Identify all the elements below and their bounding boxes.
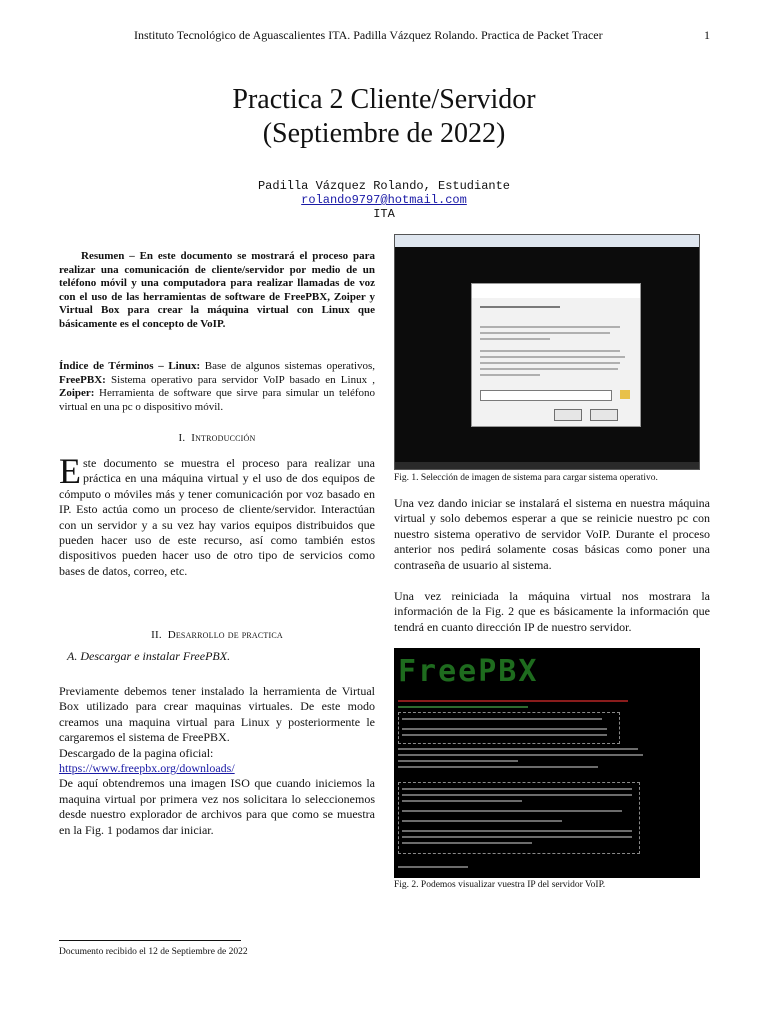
paragraph: Previamente debemos tener instalado la herramienta de Virtual Box utilizado para crear maquinas virtuales. De este modo creamos una maquina virtual para Linux y posteriormente le cargaremos el sistema de FreePBX. (59, 684, 375, 745)
footnote: Documento recibido el 12 de Septiembre de 2022 (59, 947, 248, 957)
freepbx-logo: FreePBX (398, 654, 539, 689)
intro-paragraph (59, 451, 375, 579)
page-number: 1 (704, 28, 710, 42)
term-freepbx: FreePBX: (59, 373, 106, 386)
author-name: Padilla Vázquez Rolando, Estudiante (257, 179, 511, 193)
author-block (0, 179, 768, 221)
section-heading-intro (59, 431, 375, 446)
right-paragraph-1: Una vez dando iniciar se instalará el sistema en nuestra máquina virtual y solo debemos esperar a que se reinicie nuestro pc con nuestro sistema operativo de servidor VoIP. Durante el proceso anterior nos pedirá solamente cosas básicas como poner una contraseña de usuario al sistema. (394, 496, 710, 572)
section-numeral: I. (178, 432, 186, 444)
subsection-heading: A. Descargar e instalar FreePBX. (67, 649, 231, 663)
figure-1-screenshot (394, 234, 700, 470)
abstract: Resumen – En este documento se mostrará el proceso para realizar una comunicación de cliente/servidor por medio de un teléfono móvil y una computadora para realizar llamadas de voz con el uso de las herramientas de software de FreePBX, Zoiper y Virtual Box para crear la máquina virtual con Linux que básicamente es el concepto de VoIP. (59, 250, 375, 330)
paragraph: Descargado de la pagina oficial: (59, 745, 214, 760)
author-email-link[interactable]: rolando9797@hotmail.com (301, 193, 467, 207)
start-button (554, 409, 582, 421)
section-title: Introducción (191, 432, 256, 444)
section-title: Desarrollo de practica (167, 629, 283, 641)
term-linux-def: Base de algunos sistemas operativos, (204, 360, 376, 372)
freepbx-download-link[interactable]: https://www.freepbx.org/downloads/ (59, 761, 235, 776)
paper-title (0, 83, 768, 151)
index-terms (59, 360, 375, 414)
title-line-2: (Septiembre de 2022) (262, 118, 506, 149)
vm-info-bar (395, 235, 699, 247)
drop-cap: E (59, 451, 81, 491)
figure-1-caption: Fig. 1. Selección de imagen de sistema para cargar sistema operativo. (394, 473, 658, 483)
paragraph: De aquí obtendremos una imagen ISO que cuando iniciemos la maquina virtual por primera vez nos solicitara lo seleccionemos desde nuestro explorador de archivos para que como se muestra en la Fig. 1 podamos dar iniciar. (59, 776, 375, 837)
right-paragraph-2: Una vez reiniciada la máquina virtual nos mostrara la información de la Fig. 2 que es básicamente la información que tendrá en cuanto dirección IP de nuestro servidor. (394, 589, 710, 634)
term-freepbx-def: Sistema operativo para servidor VoIP basado en Linux , (111, 373, 376, 386)
vm-status-bar (395, 462, 699, 469)
title-line-1: Practica 2 Cliente/Servidor (232, 84, 536, 115)
running-header: Instituto Tecnológico de Aguascalientes ITA. Padilla Vázquez Rolando. Practica de Packet Tracer (134, 28, 603, 42)
term-zoiper-def: Herramienta de software que sirve para simular un teléfono virtual en una pc o dispositivo móvil. (59, 387, 376, 413)
folder-icon (620, 390, 630, 399)
figure-2-caption: Fig. 2. Podemos visualizar vuestra IP del servidor VoIP. (394, 880, 606, 890)
boot-disk-dialog (471, 283, 641, 427)
footnote-rule (59, 940, 241, 941)
figure-2-screenshot (394, 648, 700, 878)
cancel-button (590, 409, 618, 421)
iso-select (480, 390, 612, 401)
development-body (59, 684, 375, 838)
term-zoiper: Zoiper: (59, 387, 95, 400)
section-numeral: II. (151, 629, 162, 641)
author-affiliation: ITA (373, 207, 395, 221)
intro-text: ste documento se muestra el proceso para realizar una práctica en una máquina virtual y el uso de dos equipos de cómputo o móviles más y tener comunicación por voz basado en IP. Esto actúa como un proceso de cliente/servidor. Interactúan con un servidor y a su vez hay varios equipos distribuidos que pueden hacer uso de este recurso, así como también estos dispositivos pueden hacer uso de otro tipo de servicios como bases de datos, correo, etc. (59, 456, 375, 578)
term-linux: Linux: (168, 360, 201, 372)
section-heading-development (59, 628, 375, 643)
index-terms-label: Índice de Términos – (59, 360, 164, 372)
